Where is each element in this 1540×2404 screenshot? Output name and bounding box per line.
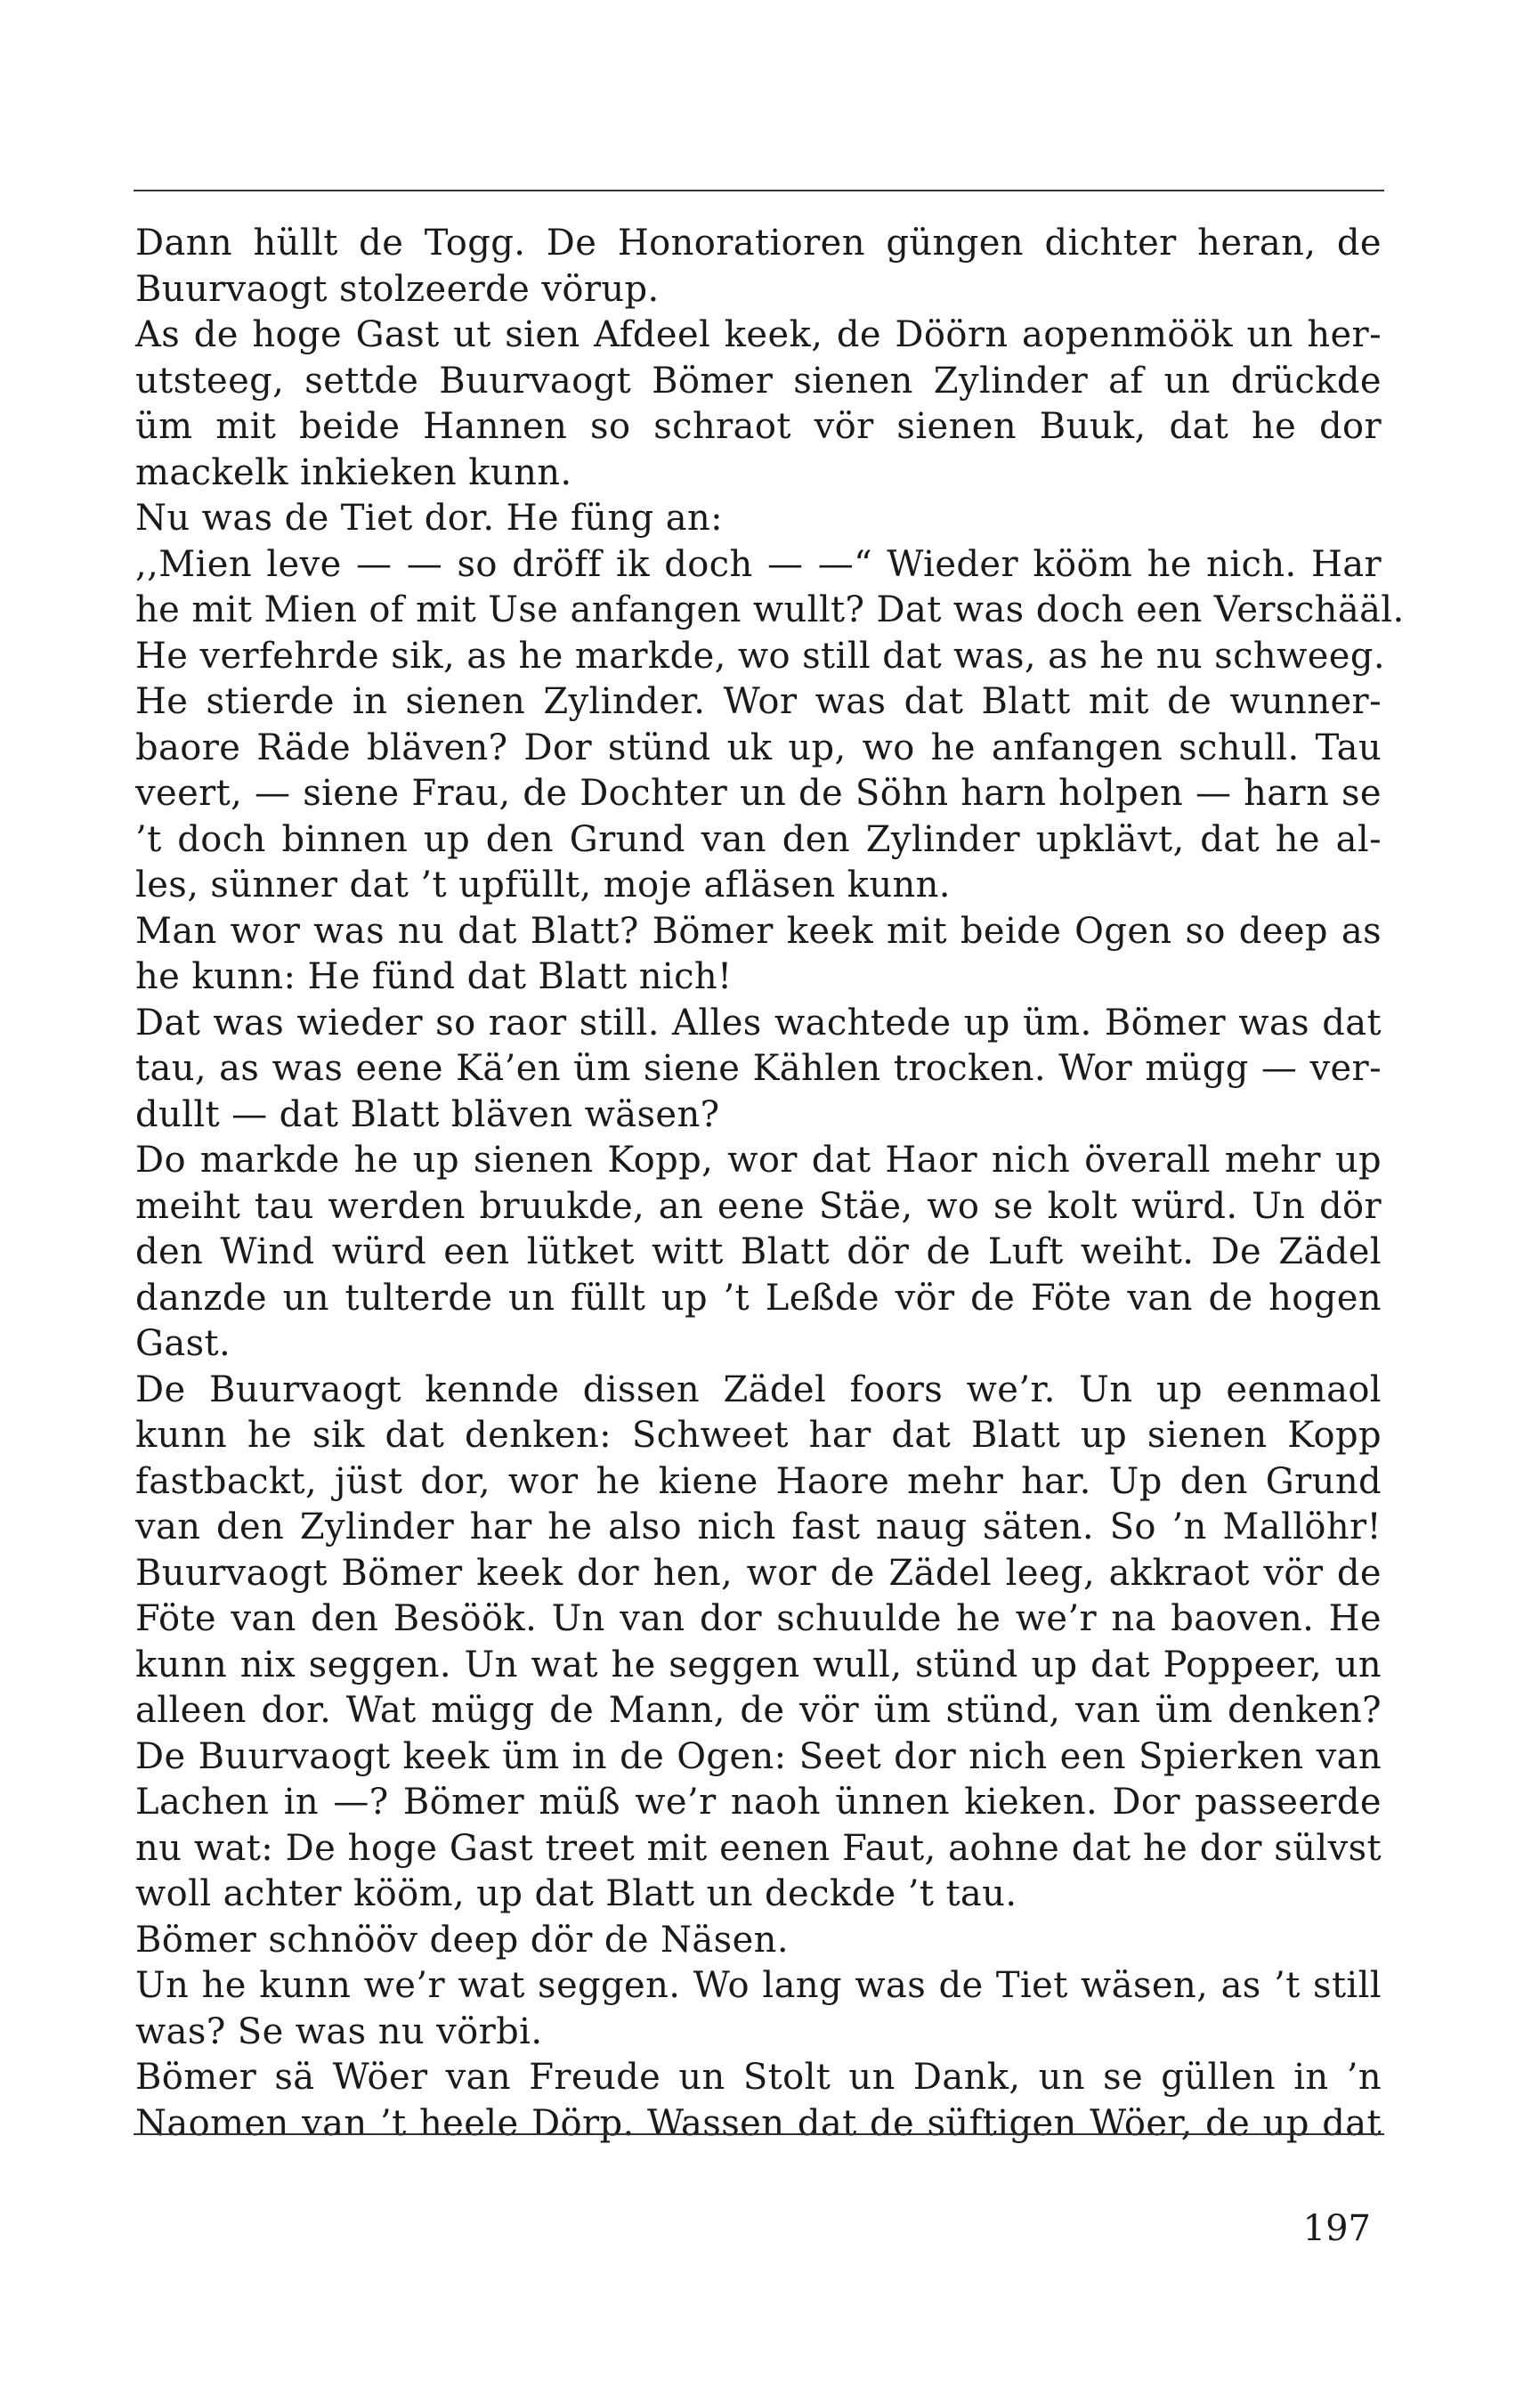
text-line: he kunn: He fünd dat Blatt nich!	[135, 956, 733, 997]
text-line: De Buurvaogt keek üm in de Ogen: Seet dor nich een Spierken van	[135, 1735, 1382, 1777]
text-line: danzde un tulterde un füllt up ’t Leßde vör de Föte van de hogen	[135, 1277, 1382, 1319]
text-line: dullt — dat Blatt bläven wäsen?	[135, 1093, 720, 1135]
text-line: Dann hüllt de Togg. De Honoratioren güngen dichter heran, de	[135, 223, 1382, 264]
text-line: Buurvaogt stolzeerde vörup.	[135, 268, 660, 310]
text-line: Bömer schnööv deep dör de Näsen.	[135, 1919, 789, 1961]
text-line: baore Räde bläven? Dor stünd uk up, wo he anfangen schull. Tau	[135, 727, 1382, 768]
text-line: Buurvaogt Bömer keek dor hen, wor de Zädel leeg, akkraot vör de	[135, 1552, 1382, 1594]
page-number: 197	[1302, 2208, 1371, 2249]
text-line: he mit Mien of mit Use anfangen wullt? Dat was doch een Verschääl.	[135, 589, 1405, 630]
text-line: alleen dor. Wat mügg de Mann, de vör üm stünd, van üm denken?	[135, 1690, 1382, 1731]
text-line: mackelk inkieken kunn.	[135, 451, 572, 493]
text-line: ’t doch binnen up den Grund van den Zylinder upklävt, dat he al-	[135, 818, 1382, 860]
body-text	[135, 221, 1405, 2147]
text-line: nu wat: De hoge Gast treet mit eenen Faut, aohne dat he dor sülvst	[135, 1827, 1382, 1869]
text-line: kunn he sik dat denken: Schweet har dat Blatt up sienen Kopp	[135, 1415, 1382, 1456]
text-line: fastbackt, jüst dor, wor he kiene Haore mehr har. Up den Grund	[135, 1460, 1382, 1502]
text-line: Man wor was nu dat Blatt? Bömer keek mit beide Ogen so deep as	[135, 910, 1382, 952]
text-line: Do markde he up sienen Kopp, wor dat Haor nich överall mehr up	[135, 1140, 1382, 1181]
top-rule	[134, 190, 1384, 191]
text-line: Dat was wieder so raor still. Alles wachtede up üm. Bömer was dat	[135, 1002, 1382, 1044]
text-line: les, sünner dat ’t upfüllt, moje afläsen kunn.	[135, 865, 951, 906]
text-line: He stierde in sienen Zylinder. Wor was dat Blatt mit de wunner-	[135, 681, 1382, 722]
text-line: woll achter kööm, up dat Blatt un deckde ’t tau.	[135, 1873, 1017, 1914]
text-line: meiht tau werden bruukde, an eene Stäe, wo se kolt würd. Un dör	[135, 1185, 1382, 1227]
text-line: kunn nix seggen. Un wat he seggen wull, stünd up dat Poppeer, un	[135, 1644, 1382, 1685]
text-line: üm mit beide Hannen so schraot vör sienen Buuk, dat he dor	[135, 406, 1382, 447]
bottom-rule	[134, 2133, 1384, 2135]
text-line: tau, as was eene Kä’en üm siene Kählen trocken. Wor mügg — ver-	[135, 1048, 1382, 1089]
text-line: Nu was de Tiet dor. He füng an:	[135, 498, 723, 539]
text-line: Un he kunn we’r wat seggen. Wo lang was de Tiet wäsen, as ’t still	[135, 1965, 1382, 2006]
text-line: van den Zylinder har he also nich fast naug säten. So ’n Mallöhr!	[135, 1507, 1382, 1547]
text-line: ,,Mien leve — — so dröff ik doch — —“ Wieder kööm he nich. Har	[135, 543, 1382, 585]
text-line: was? Se was nu vörbi.	[135, 2010, 543, 2052]
text-line: As de hoge Gast ut sien Afdeel keek, de Döörn aopenmöök un her-	[135, 314, 1382, 355]
text-line: den Wind würd een lütket witt Blatt dör de Luft weiht. De Zädel	[135, 1231, 1382, 1272]
text-line: De Buurvaogt kennde dissen Zädel foors we’r. Un up eenmaol	[135, 1368, 1382, 1410]
text-line: Gast.	[135, 1323, 231, 1364]
text-line: He verfehrde sik, as he markde, wo still dat was, as he nu schweeg.	[135, 635, 1385, 677]
text-line: utsteeg, settde Buurvaogt Bömer sienen Zylinder af un drückde	[135, 360, 1382, 402]
text-line: Föte van den Besöök. Un van dor schuulde he we’r na baoven. He	[135, 1598, 1382, 1639]
text-line: veert, — siene Frau, de Dochter un de Söhn harn holpen — harn se	[135, 773, 1382, 814]
text-line: Naomen van ’t heele Dörp. Wassen dat de süftigen Wöer, de up dat	[135, 2102, 1382, 2144]
text-line: Lachen in —? Bömer müß we’r naoh ünnen kieken. Dor passeerde	[135, 1782, 1382, 1823]
text-line: Bömer sä Wöer van Freude un Stolt un Dank, un se güllen in ’n	[135, 2057, 1382, 2098]
